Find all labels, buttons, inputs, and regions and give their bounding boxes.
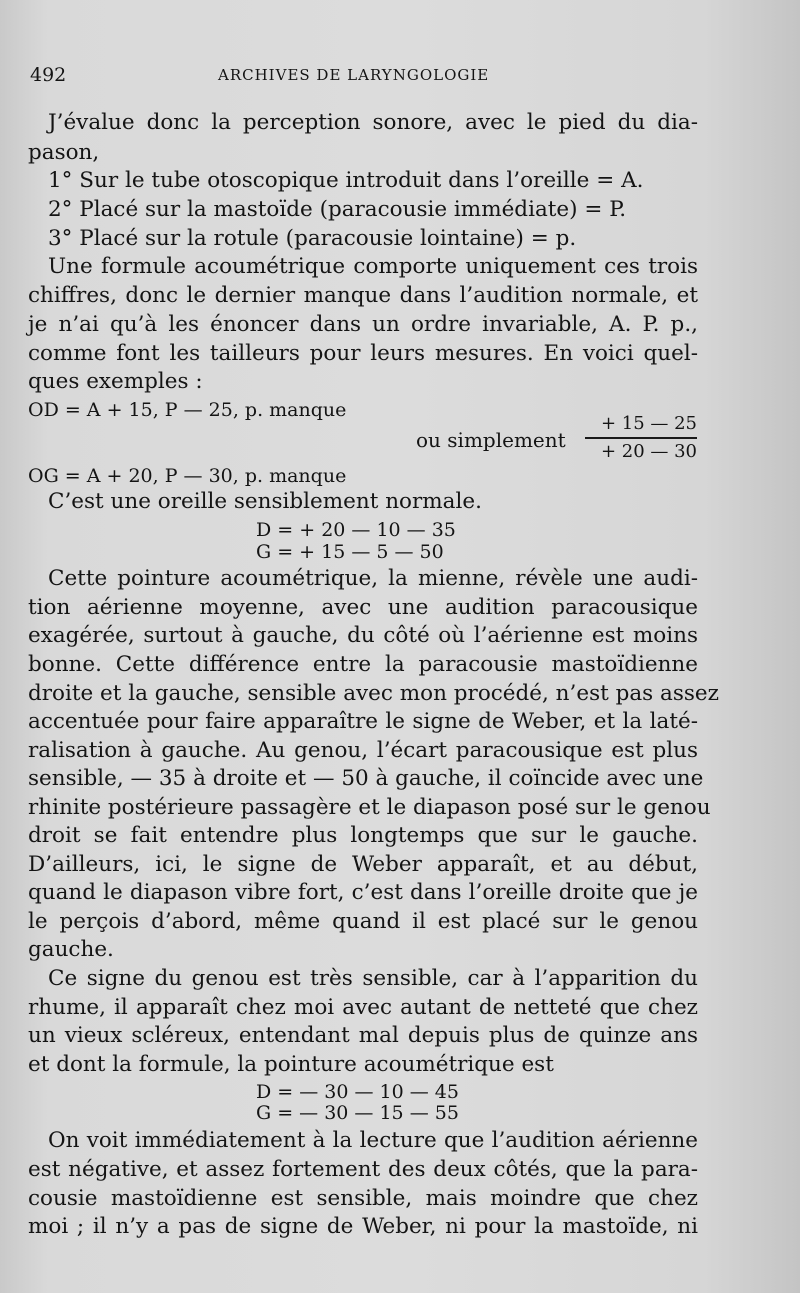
text-line: droit se fait entendre plus longtemps que sur le gauche. [28,823,698,848]
text-line: Une formule acoumétrique comporte uniquement ces trois [48,254,698,279]
text-line: je n’ai qu’à les énoncer dans un ordre invariable, A. P. p., [28,312,698,337]
text-line: pason, [28,140,100,165]
text-line: rhinite postérieure passagère et le diapason posé sur le genou [28,795,711,820]
text-line: J’évalue donc la perception sonore, avec le pied du dia- [48,110,698,135]
fraction-bar [585,437,697,439]
fraction-denominator: + 20 — 30 [600,441,697,462]
text-line: ralisation à gauche. Au genou, l’écart paracousique est plus [28,738,698,763]
text-line: 2° Placé sur la mastoïde (paracousie immédiate) = P. [48,197,627,222]
text-line: rhume, il apparaît chez moi avec autant de netteté que chez [28,995,698,1020]
text-line: le perçois d’abord, même quand il est placé sur le genou [28,909,698,934]
text-line: un vieux scléreux, entendant mal depuis plus de quinze ans [28,1023,698,1048]
formula-od: OD = A + 15, P — 25, p. manque [28,399,347,421]
text-line: tion aérienne moyenne, avec une audition paracousique [28,595,698,620]
fraction-numerator: + 15 — 25 [600,413,697,434]
formula-g: G = — 30 — 15 — 55 [256,1102,459,1124]
text-line: C’est une oreille sensiblement normale. [48,489,482,514]
text-line: On voit immédiatement à la lecture que l’audition aérienne [48,1128,698,1153]
text-line: et dont la formule, la pointure acoumétrique est [28,1052,554,1077]
text-line: moi ; il n’y a pas de signe de Weber, ni pour la mastoïde, ni [28,1214,698,1239]
text-line: bonne. Cette différence entre la paracousie mastoïdienne [28,652,698,677]
journal-title: ARCHIVES DE LARYNGOLOGIE [218,66,490,84]
formula-g: G = + 15 — 5 — 50 [256,541,444,563]
text-line: 1° Sur le tube otoscopique introduit dans l’oreille = A. [48,168,644,193]
running-head [30,64,730,92]
formula-d: D = + 20 — 10 — 35 [256,519,456,541]
text-line: chiffres, donc le dernier manque dans l’audition normale, et [28,283,698,308]
text-line: est négative, et assez fortement des deux côtés, que la para- [28,1157,698,1182]
text-line: cousie mastoïdienne est sensible, mais moindre que chez [28,1186,698,1211]
simplified-label: ou simplement [416,428,566,452]
formula-d: D = — 30 — 10 — 45 [256,1081,459,1103]
text-line: droite et la gauche, sensible avec mon procédé, n’est pas assez [28,681,719,706]
text-line: exagérée, surtout à gauche, du côté où l’aérienne est moins [28,623,698,648]
page-number: 492 [30,64,67,86]
simplified-fraction [585,413,697,463]
text-line: accentuée pour faire apparaître le signe de Weber, et la laté- [28,709,698,734]
text-line: Cette pointure acoumétrique, la mienne, révèle une audi- [48,566,698,591]
text-line: comme font les tailleurs pour leurs mesures. En voici quel- [28,341,698,366]
text-line: 3° Placé sur la rotule (paracousie lointaine) = p. [48,226,577,251]
text-line: gauche. [28,937,114,962]
text-line: sensible, — 35 à droite et — 50 à gauche, il coïncide avec une [28,766,704,791]
text-line: D’ailleurs, ici, le signe de Weber apparaît, et au début, [28,852,698,877]
formula-og: OG = A + 20, P — 30, p. manque [28,465,347,487]
text-line: Ce signe du genou est très sensible, car à l’apparition du [48,966,698,991]
text-line: quand le diapason vibre fort, c’est dans l’oreille droite que je [28,880,698,905]
text-line: ques exemples : [28,369,203,394]
